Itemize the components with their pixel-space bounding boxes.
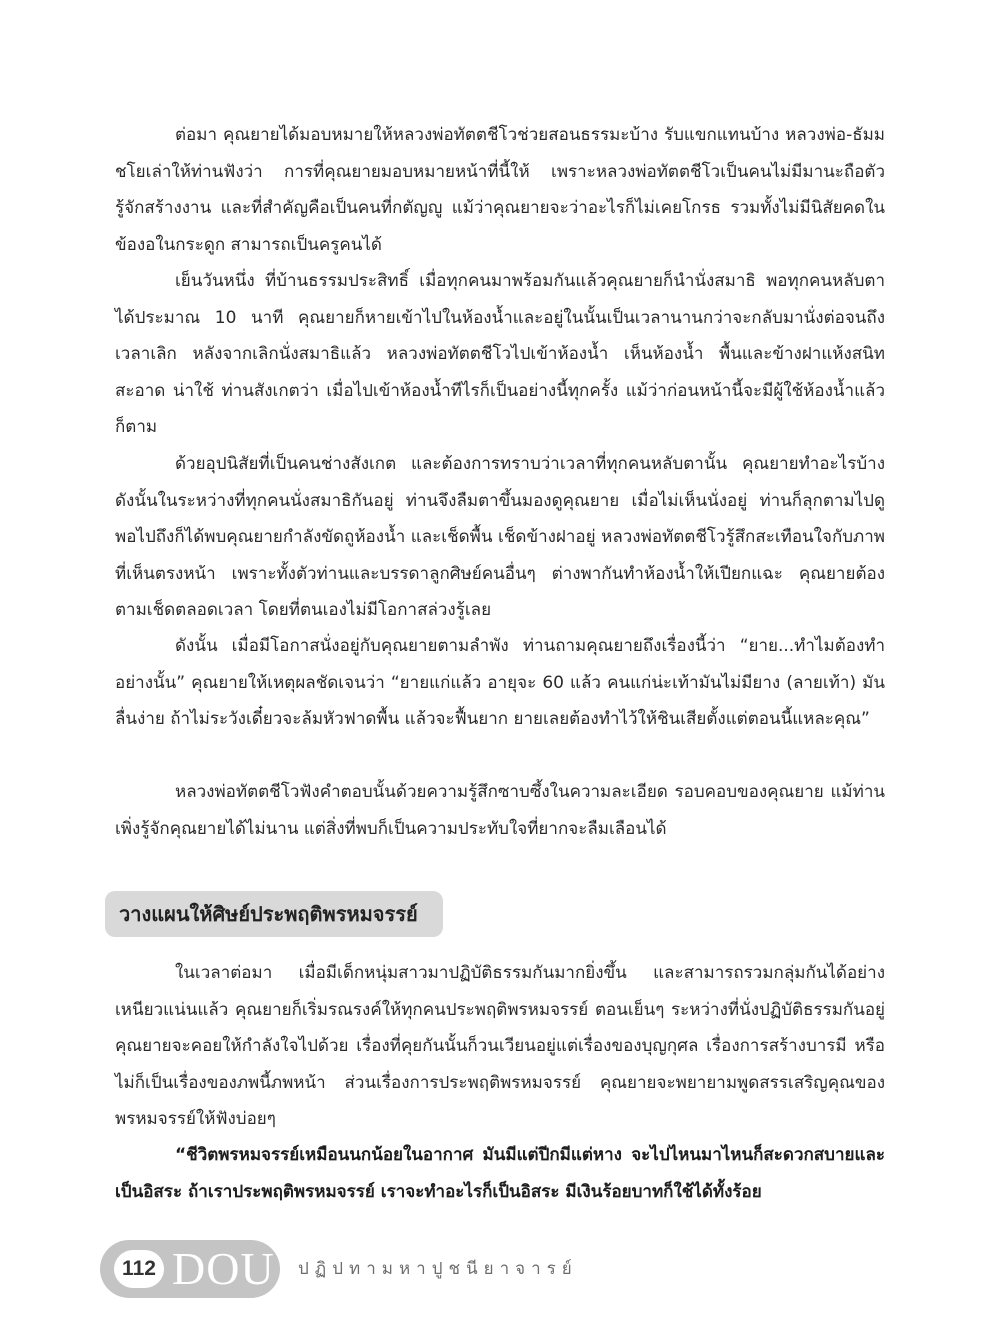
page-number: 112 <box>114 1250 164 1288</box>
section-heading: วางแผนให้ศิษย์ประพฤติพรหมจรรย์ <box>105 891 443 937</box>
book-title: ปฏิปทามหาปูชนียาจารย์ <box>298 1259 578 1279</box>
paragraph-4: ดังนั้น เมื่อมีโอกาสนั่งอยู่กับคุณยายตามลำพัง ท่านถามคุณยายถึงเรื่องนี้ว่า “ยาย...ทำไมต้องทำอย่างนั้น” คุณยายให้เหตุผลชัดเจนว่า “ยายแก่แล้ว อายุจะ 60 แล้ว คนแก่น่ะเท้ามันไม่มียาง (ลายเท้า) มันลื่นง่าย ถ้าไม่ระวังเดี๋ยวจะล้มหัวฟาดพื้น แล้วจะฟื้นยาก ยายเลยต้องทำไว้ให้ชินเสียตั้งแต่ตอนนี้แหละคุณ” <box>115 636 885 729</box>
page-footer <box>100 1240 900 1300</box>
section-paragraph: ในเวลาต่อมา เมื่อมีเด็กหนุ่มสาวมาปฏิบัติธรรมกันมากยิ่งขึ้น และสามารถรวมกลุ่มกันได้อย่างเหนียวแน่นแล้ว คุณยายก็เริ่มรณรงค์ให้ทุกคนประพฤติพรหมจรรย์ ตอนเย็นๆ ระหว่างที่นั่งปฏิบัติธรรมกันอยู่ คุณยายจะคอยให้กำลังใจไปด้วย เรื่องที่คุยกันนั้นก็วนเวียนอยู่แต่เรื่องของบุญกุศล เรื่องการสร้างบารมี หรือไม่ก็เป็นเรื่องของภพนี้ภพหน้า ส่วนเรื่องการประพฤติพรหมจรรย์ คุณยายจะพยายามพูดสรรเสริญคุณของพรหมจรรย์ให้ฟังบ่อยๆ <box>115 963 885 1129</box>
paragraph-5: หลวงพ่อทัตตชีโวฟังคำตอบนั้นด้วยความรู้สึกซาบซึ้งในความละเอียด รอบคอบของคุณยาย แม้ท่านเพิ่งรู้จักคุณยายได้ไม่นาน แต่สิ่งที่พบก็เป็นความประทับใจที่ยากจะลืมเลือนได้ <box>115 782 885 839</box>
page-badge <box>100 1240 280 1298</box>
quote-paragraph: “ชีวิตพรหมจรรย์เหมือนนกน้อยในอากาศ มันมีแต่ปีกมีแต่หาง จะไปไหนมาไหนก็สะดวกสบายและเป็นอิสระ ถ้าเราประพฤติพรหมจรรย์ เราจะทำอะไรก็เป็นอิสระ มีเงินร้อยบาทก็ใช้ได้ทั้งร้อย <box>115 1145 885 1202</box>
paragraph-3: ด้วยอุปนิสัยที่เป็นคนช่างสังเกต และต้องการทราบว่าเวลาที่ทุกคนหลับตานั้น คุณยายทำอะไรบ้าง ดังนั้นในระหว่างที่ทุกคนนั่งสมาธิกันอยู่ ท่านจึงลืมตาขึ้นมองดูคุณยาย เมื่อไม่เห็นนั่งอยู่ ท่านก็ลุกตามไปดู พอไปถึงก็ได้พบคุณยายกำลังขัดถูห้องน้ำ และเช็ดพื้น เช็ดข้างฝาอยู่ หลวงพ่อทัตตชีโวรู้สึกสะเทือนใจกับภาพที่เห็นตรงหน้า เพราะทั้งตัวท่านและบรรดาลูกศิษย์คนอื่นๆ ต่างพากันทำห้องน้ำให้เปียกแฉะ คุณยายต้องตามเช็ดตลอดเวลา โดยที่ตนเองไม่มีโอกาสล่วงรู้เลย <box>115 454 885 620</box>
paragraph-1: ต่อมา คุณยายได้มอบหมายให้หลวงพ่อทัตตชีโวช่วยสอนธรรมะบ้าง รับแขกแทนบ้าง หลวงพ่อ-ธัมมชโยเล่าให้ท่านฟังว่า การที่คุณยายมอบหมายหน้าที่นี้ให้ เพราะหลวงพ่อทัตตชีโวเป็นคนไม่มีมานะถือตัว รู้จักสร้างงาน และที่สำคัญคือเป็นคนที่กตัญญู แม้ว่าคุณยายจะว่าอะไรก็ไม่เคยโกรธ รวมทั้งไม่มีนิสัยคดในข้องอในกระดูก สามารถเป็นครูคนได้ <box>115 125 885 255</box>
brand-logo-text: DOU <box>172 1243 275 1294</box>
paragraph-2: เย็นวันหนึ่ง ที่บ้านธรรมประสิทธิ์ เมื่อทุกคนมาพร้อมกันแล้วคุณยายก็นำนั่งสมาธิ พอทุกคนหลับตาได้ประมาณ 10 นาที คุณยายก็หายเข้าไปในห้องน้ำและอยู่ในนั้นเป็นเวลานานกว่าจะกลับมานั่งต่อจนถึงเวลาเลิก หลังจากเลิกนั่งสมาธิแล้ว หลวงพ่อทัตตชีโวไปเข้าห้องน้ำ เห็นห้องน้ำ พื้นและข้างฝาแห้งสนิท สะอาด น่าใช้ ท่านสังเกตว่า เมื่อไปเข้าห้องน้ำทีไรก็เป็นอย่างนี้ทุกครั้ง แม้ว่าก่อนหน้านี้จะมีผู้ใช้ห้องน้ำแล้วก็ตาม <box>115 271 885 437</box>
